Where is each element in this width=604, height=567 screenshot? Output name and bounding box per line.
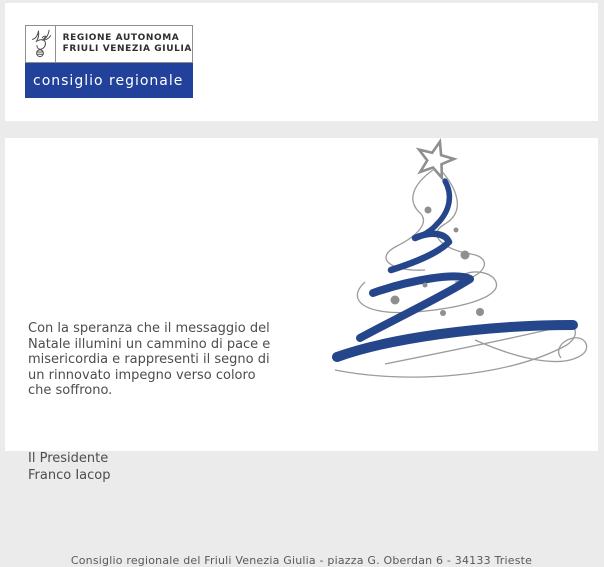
regione-fvg-logo — [25, 25, 193, 98]
swirl-line — [437, 168, 485, 282]
address-footer: Consiglio regionale del Friuli Venezia Giulia - piazza G. Oberdan 6 - 34133 Trieste — [70, 554, 533, 567]
tree-strokes-group — [337, 181, 573, 357]
ornament-dot — [476, 308, 484, 316]
ornament-dot — [425, 207, 432, 214]
message-line: un rinnovato impegno verso coloro — [28, 367, 256, 383]
eagle-icon — [27, 28, 53, 60]
ornament-dot — [440, 310, 446, 316]
ornament-dot — [423, 283, 428, 288]
message-line: che soffrono. — [28, 383, 113, 398]
ornament-dot — [461, 251, 470, 260]
signature-block — [28, 450, 110, 484]
ornament-dot — [391, 296, 400, 305]
star-icon — [414, 137, 458, 180]
logo-region-line2: FRIULI VENEZIA GIULIA — [62, 44, 192, 54]
christmas-tree-illustration — [325, 132, 595, 392]
greeting-message — [28, 321, 270, 399]
consiglio-regionale-banner: consiglio regionale — [25, 63, 193, 98]
header-letterhead — [5, 3, 598, 121]
logo-region-name — [56, 26, 192, 62]
logo-top-box — [25, 25, 193, 63]
swirl-line — [475, 338, 587, 362]
message-line: Con la speranza che il messaggio del — [28, 321, 270, 336]
signature-title: Il Presidente — [28, 451, 109, 466]
eagle-emblem-cell — [26, 26, 56, 62]
ornament-dot — [454, 228, 459, 233]
tree-stroke-upper-zig — [391, 234, 449, 270]
message-line: Natale illumini un cammino di pace e — [28, 336, 271, 352]
logo-region-line1: REGIONE AUTONOMA — [62, 33, 180, 43]
message-line: misericordia e rappresenti il segno di — [28, 352, 270, 367]
signature-name: Franco Iacop — [28, 468, 111, 483]
